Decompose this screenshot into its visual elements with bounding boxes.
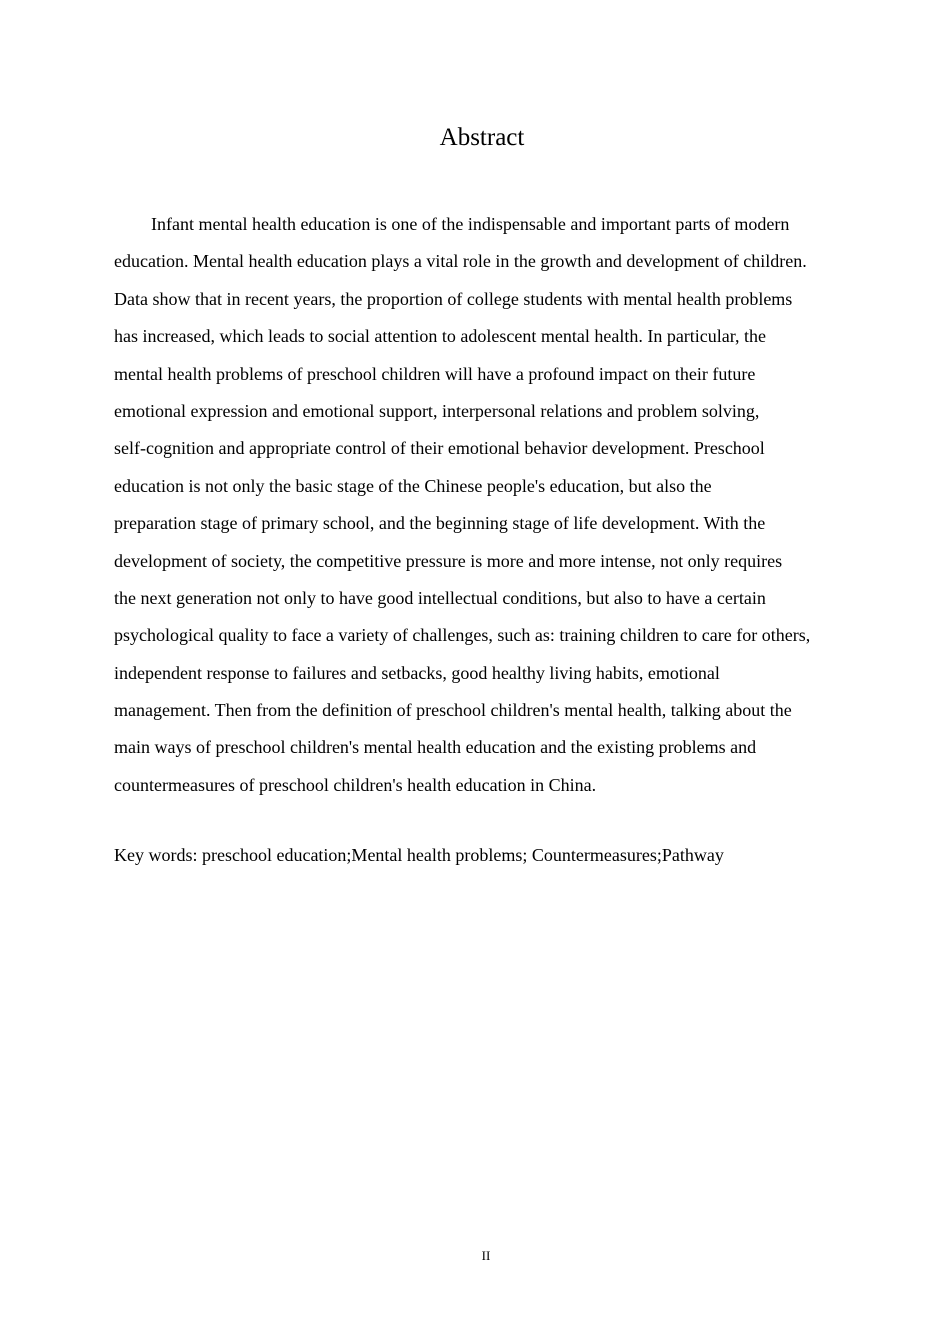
abstract-line: main ways of preschool children's mental health education and the existing problems and	[114, 737, 757, 758]
abstract-body	[114, 206, 874, 804]
abstract-line: self-cognition and appropriate control of their emotional behavior development. Preschool	[114, 438, 765, 459]
abstract-line: education. Mental health education plays a vital role in the growth and development of children.	[114, 251, 807, 272]
abstract-line: the next generation not only to have good intellectual conditions, but also to have a certain	[114, 587, 766, 608]
abstract-line: Infant mental health education is one of the indispensable and important parts of modern	[151, 214, 790, 234]
abstract-line: education is not only the basic stage of the Chinese people's education, but also the	[114, 475, 712, 496]
abstract-line: emotional expression and emotional support, interpersonal relations and problem solving,	[114, 400, 760, 421]
abstract-line: has increased, which leads to social attention to adolescent mental health. In particular, the	[114, 326, 767, 347]
abstract-line: countermeasures of preschool children's health education in China.	[114, 774, 597, 795]
abstract-line: Data show that in recent years, the proportion of college students with mental health problems	[114, 288, 793, 309]
abstract-line: preparation stage of primary school, and the beginning stage of life development. With the	[114, 513, 766, 534]
abstract-line: development of society, the competitive pressure is more and more intense, not only requires	[114, 550, 783, 571]
abstract-line: mental health problems of preschool children will have a profound impact on their future	[114, 363, 756, 384]
abstract-line: independent response to failures and setbacks, good healthy living habits, emotional	[114, 662, 720, 683]
abstract-line: psychological quality to face a variety of challenges, such as: training children to care for others,	[114, 625, 811, 646]
abstract-title: Abstract	[439, 124, 525, 151]
abstract-line: management. Then from the definition of preschool children's mental health, talking about the	[114, 700, 792, 721]
page-number: II	[481, 1248, 491, 1263]
keywords-line: Key words: preschool education;Mental health problems; Countermeasures;Pathway	[114, 845, 724, 865]
